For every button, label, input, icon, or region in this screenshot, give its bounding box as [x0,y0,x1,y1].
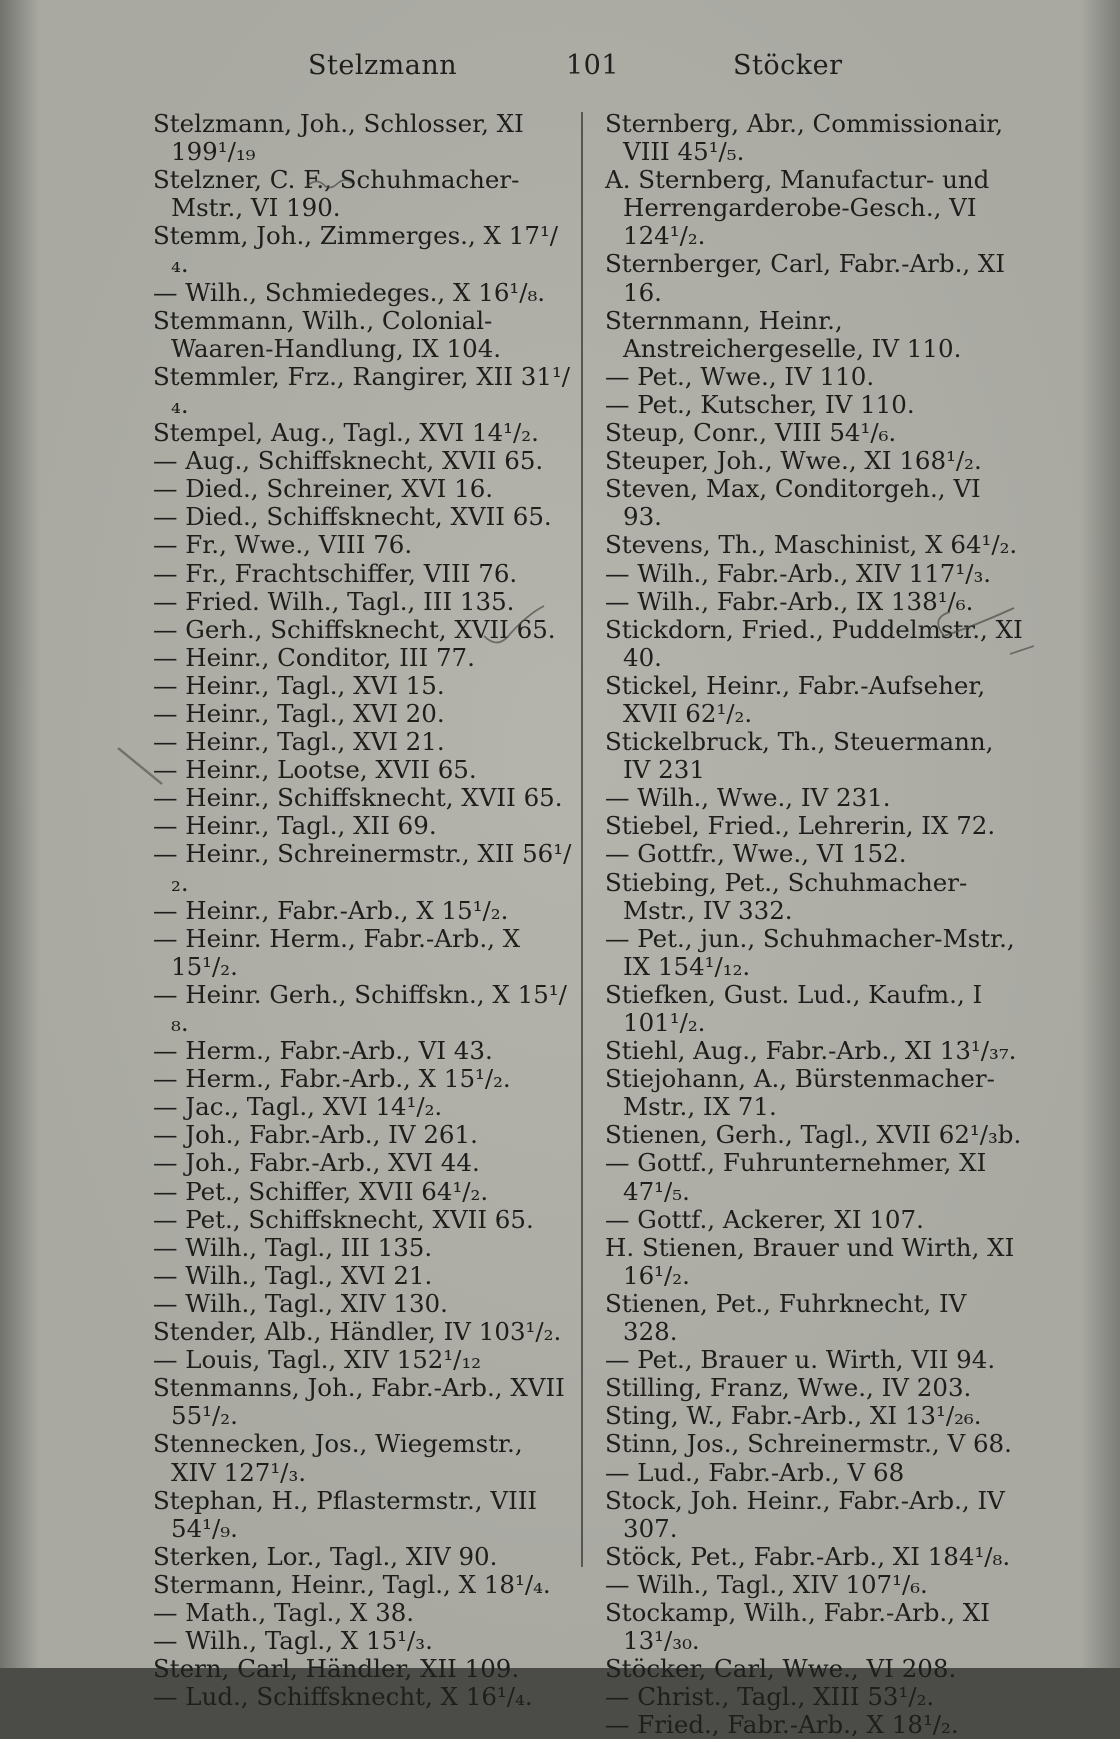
directory-entry: Stiebing, Pet., Schuhmacher-Mstr., IV 332. [605,867,968,925]
directory-entry: — Died., Schreiner, XVI 16. [153,474,494,504]
directory-entry: — Jac., Tagl., XVI 14¹/₂. [153,1092,443,1122]
directory-entry: — Wilh., Tagl., X 15¹/₃. [153,1626,433,1656]
directory-entry: — Wilh., Tagl., XIV 107¹/₆. [605,1569,928,1599]
directory-entry: Stienen, Gerh., Tagl., XVII 62¹/₃b. [605,1120,1022,1150]
directory-entry: Sting, W., Fabr.-Arb., XI 13¹/₂₆. [605,1401,982,1431]
directory-entry: Stelzner, C. F., Schuhmacher-Mstr., VI 190. [153,165,520,223]
directory-entry: Stern, Carl, Händler, XII 109. [153,1654,520,1684]
directory-entry: Stinn, Jos., Schreinermstr., V 68. [605,1429,1012,1459]
directory-entry: Stickdorn, Fried., Puddelmstr., XI 40. [605,614,1023,672]
directory-entry: — Gottf., Fuhrunternehmer, XI 47¹/₅. [605,1148,987,1206]
directory-entry: — Christ., Tagl., XIII 53¹/₂. [605,1682,935,1712]
directory-entry: — Heinr., Tagl., XVI 21. [153,727,445,757]
directory-entry: — Heinr., Schreinermstr., XII 56¹/₂. [153,839,572,897]
directory-entry: — Pet., Schiffer, XVII 64¹/₂. [153,1176,489,1206]
directory-entry: — Fr., Wwe., VIII 76. [153,530,413,560]
directory-entry: — Fried. Wilh., Tagl., III 135. [153,586,515,616]
directory-entry: Stelzmann, Joh., Schlosser, XI 199¹/₁₉ [153,109,524,167]
directory-entry: Stemmann, Wilh., Colonial-Waaren-Handlung, IX 104. [153,305,502,363]
directory-entry: — Heinr. Herm., Fabr.-Arb., X 15¹/₂. [153,923,521,981]
directory-entry: Stempel, Aug., Tagl., XVI 14¹/₂. [153,418,539,448]
directory-entry: — Wilh., Wwe., IV 231. [605,783,891,813]
directory-entry: — Pet., Schiffsknecht, XVII 65. [153,1204,534,1234]
directory-entry: Sternberger, Carl, Fabr.-Arb., XI 16. [605,249,1006,307]
directory-entry: — Wilh., Schmiedeges., X 16¹/₈. [153,277,546,307]
directory-entry: H. Stienen, Brauer und Wirth, XI 16¹/₂. [605,1232,1015,1290]
directory-entry: — Heinr., Tagl., XVI 15. [153,670,445,700]
directory-entry: — Died., Schiffsknecht, XVII 65. [153,502,552,532]
directory-entry: Stevens, Th., Maschinist, X 64¹/₂. [605,530,1018,560]
directory-entry: — Wilh., Tagl., XVI 21. [153,1260,433,1290]
directory-entry: Sterken, Lor., Tagl., XIV 90. [153,1541,498,1571]
directory-entry: — Heinr., Fabr.-Arb., X 15¹/₂. [153,895,509,925]
header-right-keyword: Stöcker [733,50,843,81]
directory-entry: Stickel, Heinr., Fabr.-Aufseher, XVII 62¹/₂. [605,670,986,728]
right-column [605,110,1025,1739]
directory-entry: Stender, Alb., Händler, IV 103¹/₂. [153,1317,562,1347]
directory-entry: — Pet., Brauer u. Wirth, VII 94. [605,1345,996,1375]
directory-entry: Steven, Max, Conditorgeh., VI 93. [605,474,981,532]
directory-entry: Stenmanns, Joh., Fabr.-Arb., XVII 55¹/₂. [153,1373,565,1431]
directory-entry: — Wilh., Tagl., III 135. [153,1232,433,1262]
directory-entry: Stephan, H., Pflastermstr., VIII 54¹/₉. [153,1485,538,1543]
directory-entry: — Lud., Fabr.-Arb., V 68 [605,1457,905,1487]
directory-entry: — Gerh., Schiffsknecht, XVII 65. [153,614,556,644]
left-column [153,110,573,1711]
directory-entry: — Joh., Fabr.-Arb., XVI 44. [153,1148,480,1178]
directory-entry: — Herm., Fabr.-Arb., X 15¹/₂. [153,1064,511,1094]
directory-entry: — Math., Tagl., X 38. [153,1597,415,1627]
directory-entry: Steuper, Joh., Wwe., XI 168¹/₂. [605,446,982,476]
directory-entry: — Aug., Schiffsknecht, XVII 65. [153,446,544,476]
directory-entry: Stennecken, Jos., Wiegemstr., XIV 127¹/₃. [153,1429,523,1487]
directory-entry: — Joh., Fabr.-Arb., IV 261. [153,1120,478,1150]
directory-entry: — Heinr., Tagl., XVI 20. [153,698,445,728]
directory-entry: Stiehl, Aug., Fabr.-Arb., XI 13¹/₃₇. [605,1036,1017,1066]
directory-entry: — Herm., Fabr.-Arb., VI 43. [153,1036,493,1066]
header-left-keyword: Stelzmann [308,50,458,81]
directory-entry: Sternmann, Heinr., Anstreichergeselle, IV 110. [605,305,962,363]
directory-entry: — Heinr., Conditor, III 77. [153,642,475,672]
directory-entry: — Fr., Frachtschiffer, VIII 76. [153,558,518,588]
directory-entry: Stockamp, Wilh., Fabr.-Arb., XI 13¹/₃₀. [605,1597,990,1656]
directory-entry: Stiejohann, A., Bürstenmacher-Mstr., IX 71. [605,1064,995,1122]
directory-entry: Stickelbruck, Th., Steuermann, IV 231 [605,727,994,785]
directory-entry: — Heinr., Tagl., XII 69. [153,811,437,841]
directory-entry: Stiefken, Gust. Lud., Kaufm., I 101¹/₂. [605,979,983,1037]
directory-entry: — Pet., Kutscher, IV 110. [605,389,915,419]
directory-entry: Stemmler, Frz., Rangirer, XII 31¹/₄. [153,361,571,419]
directory-entry: — Heinr., Schiffsknecht, XVII 65. [153,783,563,813]
directory-entry: — Fried., Fabr.-Arb., X 18¹/₂. [605,1710,959,1739]
directory-entry: — Wilh., Fabr.-Arb., XIV 117¹/₃. [605,558,992,588]
directory-entry: — Heinr. Gerh., Schiffskn., X 15¹/₈. [153,979,567,1037]
page-header [0,50,1120,90]
directory-entry: Stock, Joh. Heinr., Fabr.-Arb., IV 307. [605,1485,1005,1543]
directory-entry: Steup, Conr., VIII 54¹/₆. [605,418,897,448]
directory-entry: — Gottf., Ackerer, XI 107. [605,1204,924,1234]
directory-entry: Stilling, Franz, Wwe., IV 203. [605,1373,972,1403]
directory-entry: A. Sternberg, Manufactur- und Herrengarderobe-Gesch., VI 124¹/₂. [605,165,990,251]
directory-entry: Stienen, Pet., Fuhrknecht, IV 328. [605,1288,967,1347]
column-divider [581,112,583,1567]
directory-entry: — Wilh., Fabr.-Arb., IX 138¹/₆. [605,586,974,616]
directory-entry: — Gottfr., Wwe., VI 152. [605,839,907,869]
directory-entry: — Wilh., Tagl., XIV 130. [153,1288,448,1318]
directory-entry: — Heinr., Lootse, XVII 65. [153,755,477,785]
directory-entry: Stöcker, Carl, Wwe., VI 208. [605,1654,957,1684]
directory-entry: — Pet., jun., Schuhmacher-Mstr., IX 154¹/₁₂. [605,923,1015,981]
directory-entry: Stemm, Joh., Zimmerges., X 17¹/₄. [153,221,559,279]
directory-entry: — Lud., Schiffsknecht, X 16¹/₄. [153,1682,533,1712]
directory-entry: Stermann, Heinr., Tagl., X 18¹/₄. [153,1569,551,1599]
directory-entry: Stöck, Pet., Fabr.-Arb., XI 184¹/₈. [605,1541,1011,1571]
directory-entry: Stiebel, Fried., Lehrerin, IX 72. [605,811,996,841]
directory-entry: — Pet., Wwe., IV 110. [605,361,875,391]
directory-entry: — Louis, Tagl., XIV 152¹/₁₂ [153,1345,482,1375]
page-number: 101 [566,50,620,81]
directory-entry: Sternberg, Abr., Commissionair, VIII 45¹/₅. [605,109,1004,167]
